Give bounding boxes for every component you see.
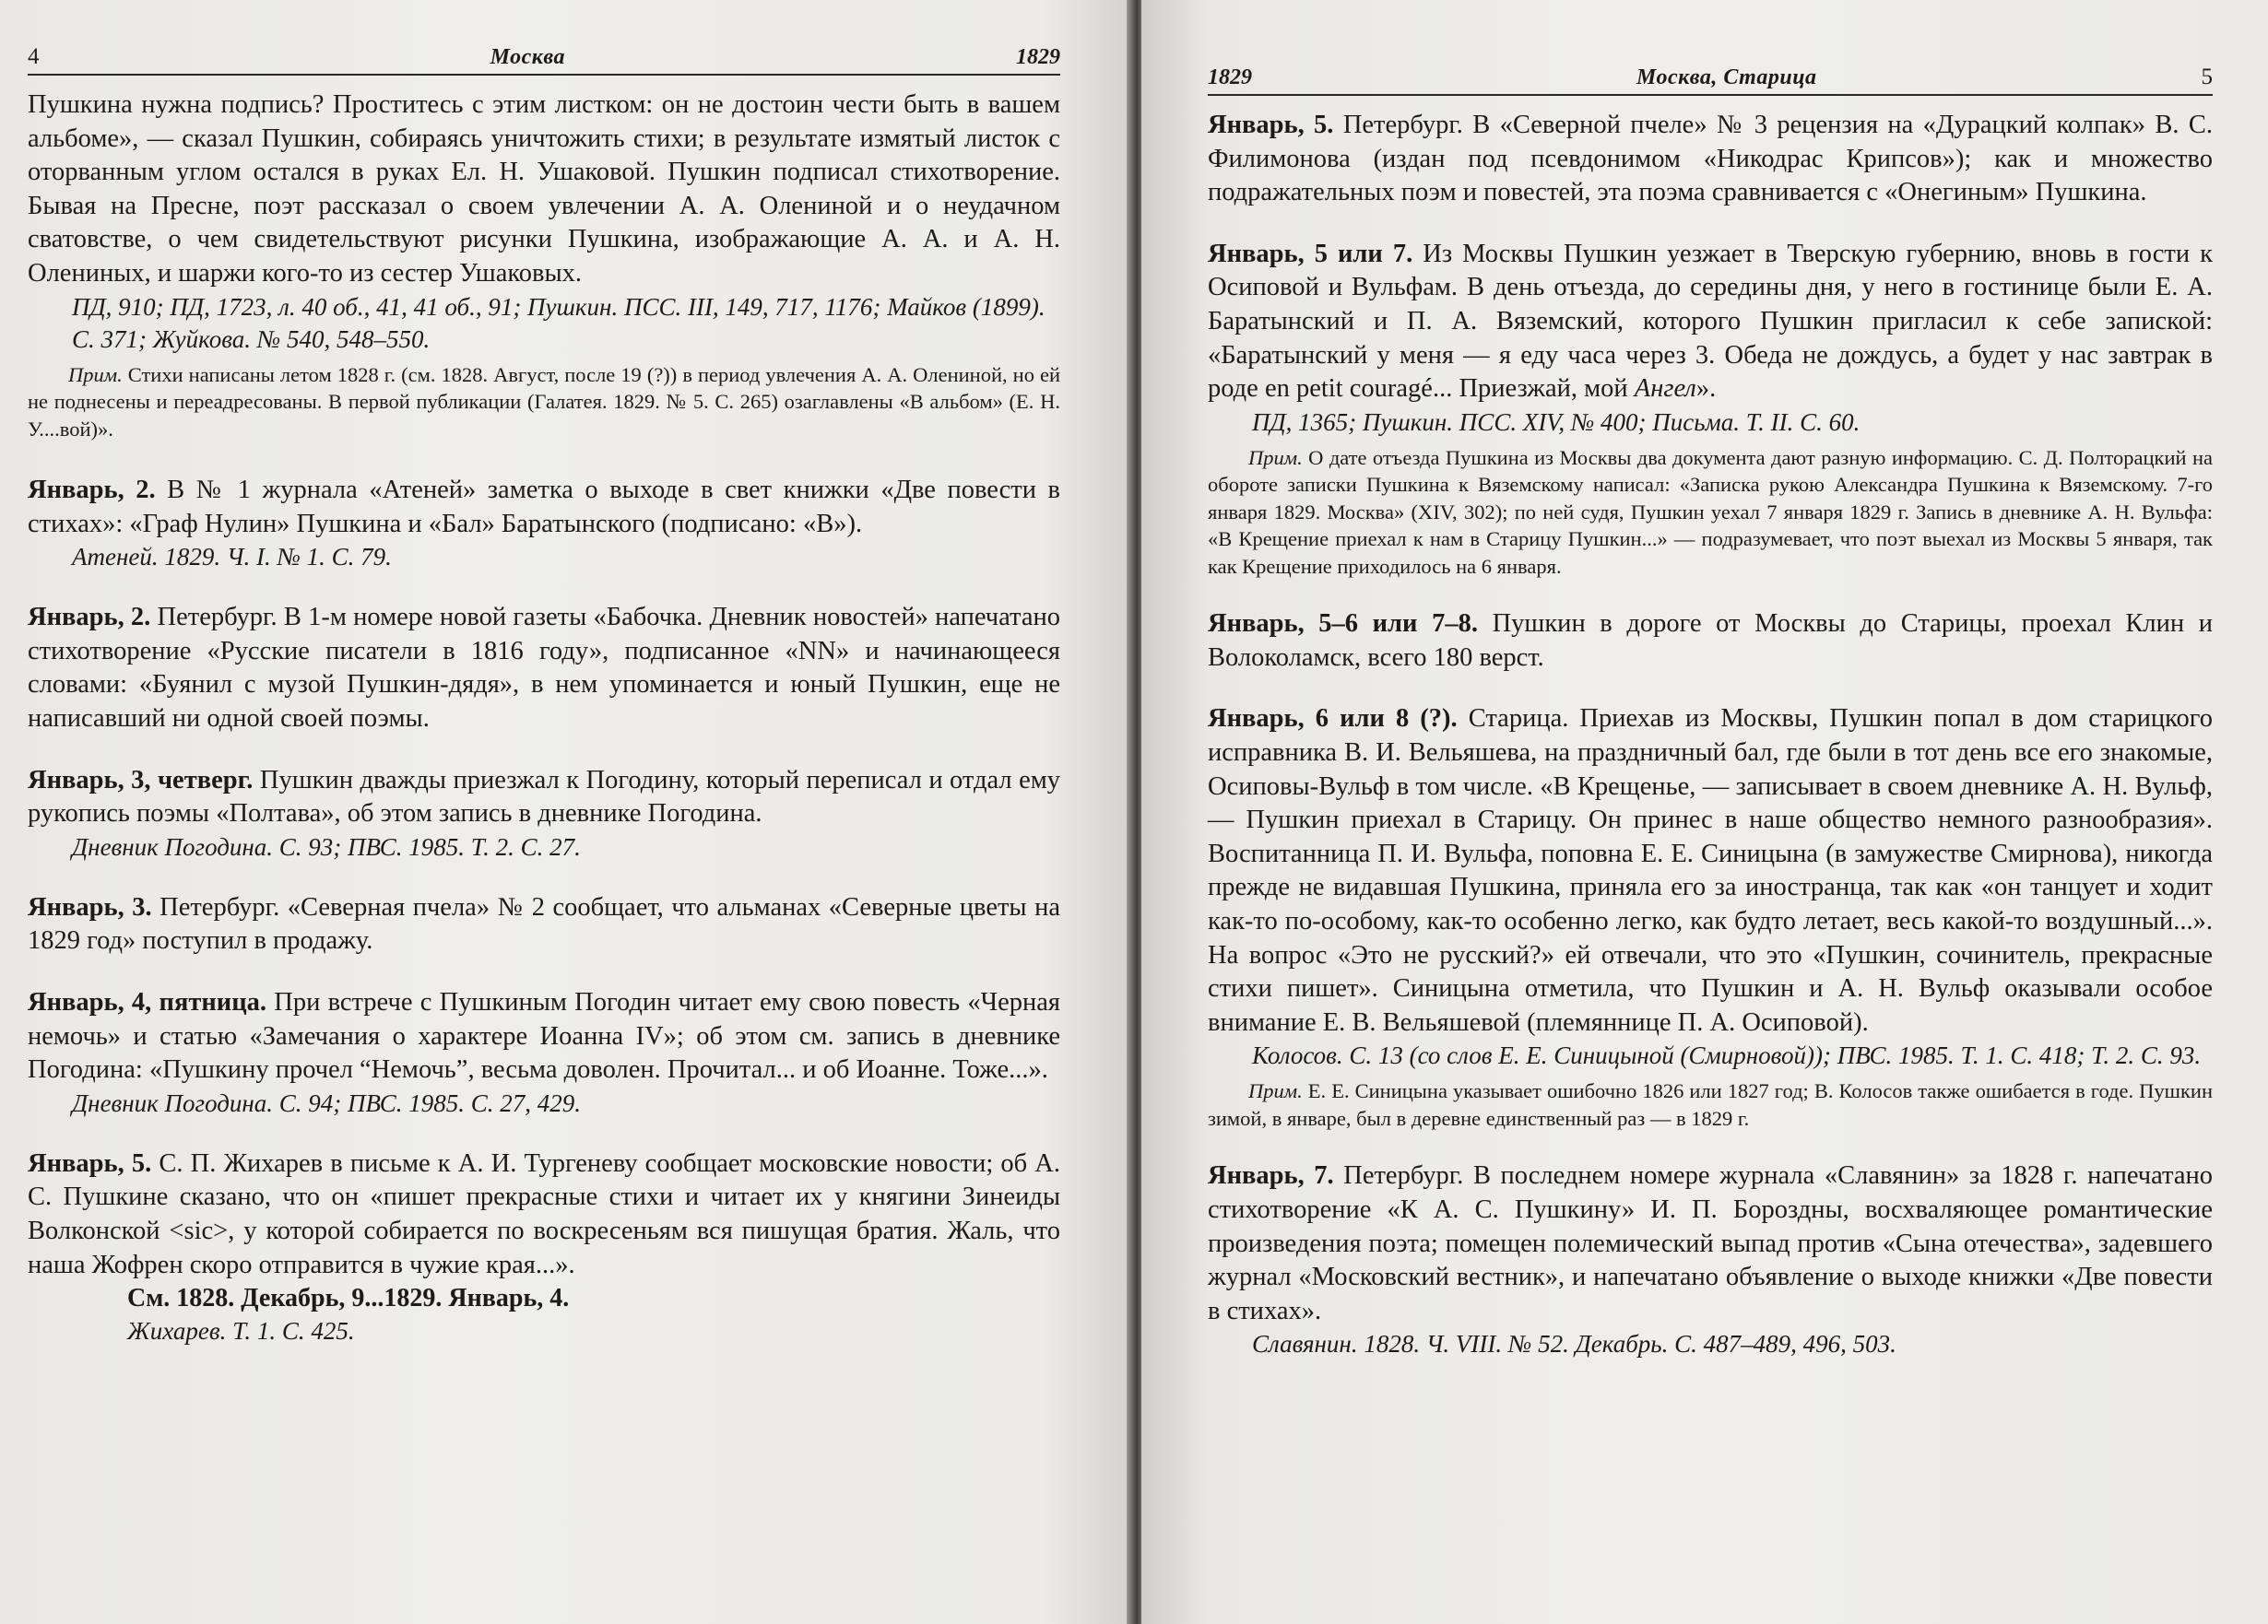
- entry-source: Атеней. 1829. Ч. I. № 1. С. 79.: [72, 543, 392, 571]
- entry-source: ПД, 910; ПД, 1723, л. 40 об., 41, 41 об., 91; Пушкин. ПСС. III, 149, 717, 1176; Майков (1899). С. 371; Жуйкова. № 540, 548–550.: [72, 292, 1045, 353]
- entry-body: В № 1 журнала «Атеней» заметка о выходе в свет книжки «Две повести в стихах»: «Граф Нулин» Пушкина и «Бал» Баратынского (подписано: «В»).: [28, 476, 1060, 538]
- right-section-title: Москва, Старица: [1636, 65, 1817, 89]
- entry-note: [1208, 1077, 2213, 1132]
- note-label: Прим.: [1248, 1079, 1303, 1103]
- entry-body: Петербург. «Северная пчела» № 2 сообщает, что альманах «Северные цветы на 1829 год» поступил в продажу.: [28, 892, 1061, 956]
- entry-tail: ».: [1695, 374, 1717, 404]
- note-text: О дате отъезда Пушкина из Москвы два документа дают разную информацию. С. Д. Полторацкий на обороте записки Пушкина к Вяземскому написал: «Записка рукою Александра Пушкина к Вяземскому. 7-го января 1829. Москва» (XIV, 302); по ней судя, Пушкин уехал 7 января 1829 г. Запись в дневнике А. Н. Вульфа: «В Крещение приехал к нам в Старицу Пушкин...» — подразумевает, что поэт выехал из Москвы 5 января, так как Крещение приходилось на 6 января.: [1208, 445, 2214, 578]
- entry-date: Январь, 5 или 7.: [1208, 239, 1413, 268]
- entry-source: Жихарев. Т. 1. С. 425.: [127, 1317, 355, 1346]
- entry-text: [28, 474, 1060, 541]
- entry-body: Петербург. В «Северной пчеле» № 3 рецензия на «Дурацкий колпак» В. С. Филимонова (издан под псевдонимом «Никодрас Крипсов»); как и множество подражательных поэм и повестей, эта поэма сравнивается с «Онегиным» Пушкина.: [1208, 111, 2213, 207]
- entry-text: [1208, 607, 2213, 675]
- entry-source: Славянин. 1828. Ч. VIII. № 52. Декабрь. С. 487–489, 496, 503.: [1252, 1330, 1896, 1359]
- entry-text: [1208, 109, 2213, 210]
- entry: [28, 891, 1060, 959]
- note-label: Прим.: [1248, 445, 1303, 469]
- entry-date: Январь, 2.: [28, 476, 156, 505]
- entry: [1208, 109, 2213, 210]
- entry-note: [1208, 444, 2213, 581]
- entry-text: [1208, 238, 2213, 406]
- entry-text: [1208, 1159, 2213, 1328]
- entry-note: [28, 361, 1060, 443]
- entry: [28, 764, 1060, 864]
- entry-date: Январь, 6 или 8 (?).: [1208, 704, 1458, 734]
- note-text: Е. Е. Синицына указывает ошибочно 1826 или 1827 год; В. Колосов также ошибается в годе. Пушкин зимой, в январе, был в деревне единственный раз — в 1829 г.: [1208, 1079, 2213, 1130]
- entry: [1208, 238, 2213, 580]
- entry-source: ПД, 1365; Пушкин. ПСС. XIV, № 400; Письма. Т. II. С. 60.: [1252, 407, 1860, 436]
- entry-text: [1208, 702, 2213, 1040]
- entry: [1208, 1159, 2213, 1360]
- entry: [28, 986, 1060, 1120]
- right-page-number: 5: [2201, 65, 2213, 89]
- entry-date: Январь, 3, четверг.: [28, 765, 254, 794]
- left-year: 1829: [1016, 45, 1060, 69]
- left-page: [0, 0, 1132, 1624]
- note-text: Стихи написаны летом 1828 г. (см. 1828. Август, после 19 (?)) в период увлечения А. А. Олениной, но ей не поднесены и переадресованы. В первой публикации (Галатея. 1829. № 5. С. 265) озаглавлены «В альбом» (Е. Н. У....вой)».: [28, 362, 1060, 441]
- entry: [28, 1147, 1060, 1347]
- entry-text: [28, 1147, 1060, 1282]
- entry: [28, 88, 1060, 442]
- entry-body: Петербург. В 1-м номере новой газеты «Бабочка. Дневник новостей» напечатано стихотворение «Русские писатели в 1816 году», подписанное «NN» и начинающееся словами: «Буянил с музой Пушкин-дядя», в нем упоминается и юный Пушкин, еще не написавший ни одной своей поэмы.: [28, 603, 1060, 734]
- entry-italic: Ангел: [1634, 374, 1696, 404]
- entry-body: Пушкин дважды приезжал к Погодину, который переписал и отдал ему рукопись поэмы «Полтава», об этом запись в дневнике Погодина.: [28, 765, 1061, 829]
- entry-text: [28, 986, 1060, 1088]
- right-running-head: [1208, 65, 2213, 96]
- entry-date: Январь, 5.: [1208, 111, 1334, 139]
- entry-date: Январь, 7.: [1208, 1161, 1334, 1191]
- left-running-head: [28, 44, 1060, 76]
- right-year: 1829: [1208, 65, 1252, 89]
- entry-body: Петербург. В последнем номере журнала «Славянин» за 1828 г. напечатано стихотворение «К А. С. Пушкину» И. П. Бороздны, восхваляющее романтические произведения поэта; помещен полемический выпад против «Сына отечества», задевшего журнал «Московский вестник», и напечатано объявление о выходе книжки «Две повести в стихах».: [1208, 1161, 2213, 1325]
- entry-date: Январь, 5.: [28, 1148, 152, 1178]
- entry-text: [28, 601, 1060, 736]
- entry-body: При встрече с Пушкиным Погодин читает ему свою повесть «Черная немочь» и статью «Замечания о характере Иоанна IV»; об этом см. запись в дневнике Погодина: «Пушкину прочел “Немочь”, весьма доволен. Прочитал... и об Иоанне. Тоже...».: [28, 988, 1061, 1085]
- entry-body: С. П. Жихарев в письме к А. И. Тургеневу сообщает московские новости; об А. С. Пушкине сказано, что он «пишет прекрасные стихи и читает их у княгини Зинеиды Волконской <sic>, у которой собирается по воскресеньям вся пишущая братия. Жаль, что наша Жофрен скоро отправится в чужие края...».: [28, 1148, 1060, 1279]
- entry-text: [28, 764, 1060, 831]
- entry-source: Дневник Погодина. С. 93; ПВС. 1985. Т. 2. С. 27.: [72, 832, 581, 861]
- entry-text: Пушкина нужна подпись? Проститесь с этим листком: он не достоин чести быть в вашем альбоме», — сказал Пушкин, собираясь уничтожить стихи; в результате измятый листок с оторванным углом остался в руках Ел. Н. Ушаковой. Пушкин подписал стихотворение. Бывая на Пресне, поэт рассказал о своем увлечении А. А. Олениной и о неудачном сватовстве, о чем свидетельствуют рисунки Пушкина, изображающие А. А. и А. Н. Олениных, и шаржи кого-то из сестер Ушаковых.: [28, 90, 1060, 288]
- entry-source: Колосов. С. 13 (со слов Е. Е. Синицыной (Смирновой)); ПВС. 1985. Т. 1. С. 418; Т. 2. С. 93.: [1252, 1041, 2202, 1070]
- entry-date: Январь, 2.: [28, 603, 151, 632]
- entry-date: Январь, 5–6 или 7–8.: [1208, 609, 1478, 639]
- entry: [28, 601, 1060, 736]
- entry: [28, 474, 1060, 573]
- entry-source: Дневник Погодина. С. 94; ПВС. 1985. С. 27, 429.: [72, 1089, 582, 1117]
- right-page: [1141, 0, 2268, 1624]
- left-page-number: 4: [28, 44, 40, 69]
- note-label: Прим.: [68, 362, 123, 386]
- left-section-title: Москва: [490, 45, 565, 69]
- entry-body: Пушкин в дороге от Москвы до Старицы, проехал Клин и Волоколамск, всего 180 верст.: [1208, 609, 2214, 672]
- entry: [1208, 702, 2213, 1132]
- entry-date: Январь, 4, пятница.: [28, 988, 267, 1017]
- cross-reference: См. 1828. Декабрь, 9...1829. Январь, 4.: [127, 1284, 570, 1313]
- entry-body: Старица. Приехав из Москвы, Пушкин попал в дом старицкого исправника В. И. Вельяшева, на праздничный бал, где были в тот день все его знакомые, Осиповы-Вульф в том числе. «В Крещенье, — записывает в своем дневнике А. Н. Вульф, — Пушкин приехал в Старицу. Он принес в наше общество немного разнообразия». Воспитанница П. И. Вульфа, поповна Е. Е. Синицына (в замужестве Смирнова), никогда прежде не видавшая Пушкина, приняла его за иностранца, так как «он танцует и ходит как-то по-особому, как-то особенно легко, как будто летает, весь какой-то воздушный...». На вопрос «Это не русский?» ей отвечали, что это «Пушкин, сочинитель, прекрасные стихи пишет». Синицына отметила, что Пушкин и А. Н. Вульф оказывали особое внимание Е. В. Вельяшевой (племяннице П. А. Осиповой).: [1208, 704, 2214, 1037]
- entry: [1208, 607, 2213, 675]
- entry-body: Из Москвы Пушкин уезжает в Тверскую губернию, вновь в гости к Осиповой и Вульфам. В день отъезда, до середины дня, у него в гостинице были Е. А. Баратынский и П. А. Вяземский, которого Пушкин пригласил к себе запиской: «Баратынский у меня — я еду часа через 3. Обеда не дождусь, а будет у нас завтрак в роде en petit couragé... Приезжай, мой: [1208, 239, 2213, 404]
- entry-text: [28, 891, 1060, 959]
- entry-date: Январь, 3.: [28, 892, 152, 922]
